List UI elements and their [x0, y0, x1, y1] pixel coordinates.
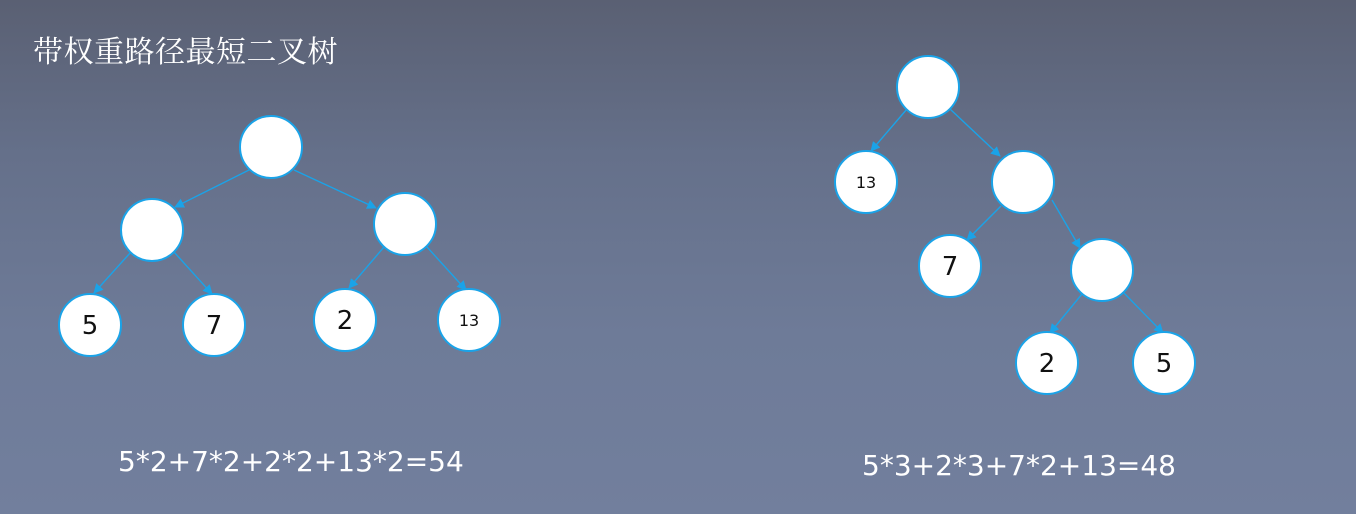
left-edge-root-to-left — [175, 170, 249, 207]
right-leaf-label: 7 — [941, 252, 959, 282]
right-edge-a-to-b — [1052, 200, 1080, 248]
right-internal-node-a — [992, 151, 1054, 213]
right-edge-root-to-a — [950, 109, 1000, 156]
left-edge-b-to-leaf-2 — [349, 247, 384, 288]
left-edge-a-to-leaf-7 — [174, 252, 212, 294]
left-leaf-label: 2 — [336, 306, 354, 336]
slide-title: 带权重路径最短二叉树 — [33, 35, 338, 70]
right-edge-root-to-13 — [871, 109, 907, 151]
left-tree-formula: 5*2+7*2+2*2+13*2=54 — [118, 445, 464, 478]
right-edge-a-to-7 — [967, 206, 1001, 240]
left-leaf-node — [59, 294, 121, 356]
left-edge-root-to-right — [294, 170, 376, 208]
left-leaf-label: 7 — [205, 311, 223, 341]
left-leaf-node — [438, 289, 500, 351]
right-edge-b-to-2 — [1050, 294, 1082, 333]
right-tree — [835, 56, 1195, 394]
right-leaf-node — [835, 151, 897, 213]
right-leaf-label: 13 — [855, 173, 877, 192]
right-leaf-node — [919, 235, 981, 297]
right-leaf-node — [1133, 332, 1195, 394]
left-root-node — [240, 116, 302, 178]
right-root-node — [897, 56, 959, 118]
left-tree — [59, 116, 500, 356]
left-leaf-label: 13 — [458, 311, 480, 330]
right-leaf-label: 5 — [1155, 349, 1173, 379]
right-leaf-label: 2 — [1038, 349, 1056, 379]
right-tree-formula: 5*3+2*3+7*2+13=48 — [862, 449, 1176, 482]
left-leaf-node — [183, 294, 245, 356]
right-internal-node-b — [1071, 239, 1133, 301]
right-edge-b-to-5 — [1123, 292, 1163, 333]
right-leaf-node — [1016, 332, 1078, 394]
left-edge-b-to-leaf-13 — [427, 247, 466, 290]
left-leaf-node — [314, 289, 376, 351]
left-internal-node-a — [121, 199, 183, 261]
left-internal-node-b — [374, 193, 436, 255]
left-edge-a-to-leaf-5 — [94, 252, 131, 293]
left-leaf-label: 5 — [81, 311, 99, 341]
